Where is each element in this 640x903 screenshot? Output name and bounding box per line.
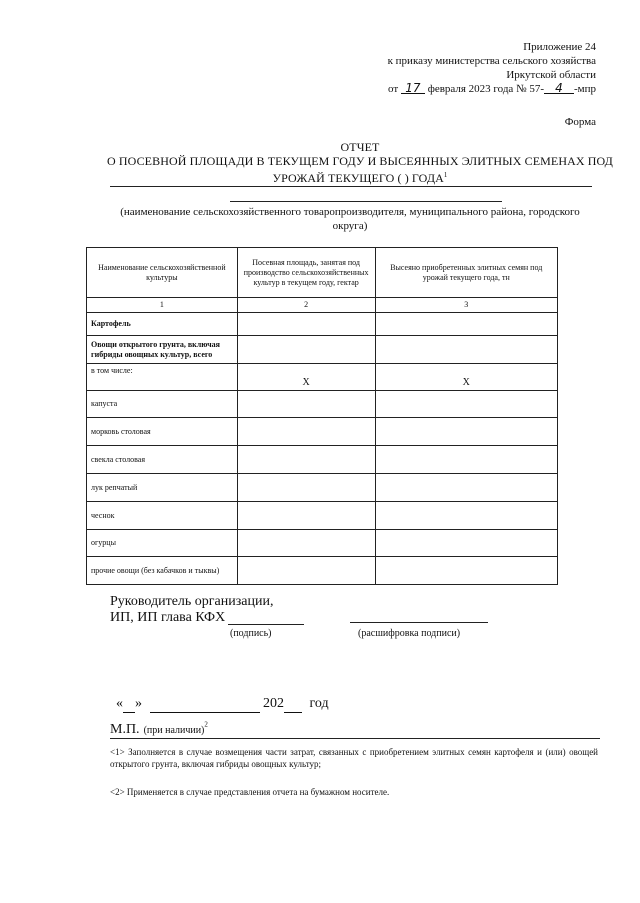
crop-name: чеснок — [87, 502, 238, 530]
seeds-cell[interactable] — [375, 418, 558, 446]
subtitle-line-1: (наименование сельскохозяйственного товаропроизводителя, муниципального района, городского — [120, 206, 580, 218]
subtitle — [100, 205, 600, 233]
table-row — [87, 557, 558, 585]
signature-line-1: Руководитель организации, — [110, 594, 274, 609]
order-day: 17 — [401, 83, 425, 94]
title-line-1: ОТЧЕТ — [340, 140, 380, 154]
open-quote: « — [116, 696, 123, 711]
seeds-cell-crossed: X — [375, 364, 558, 391]
col-number: 1 — [87, 298, 238, 313]
footnote-1: <1> Заполняется в случае возмещения части затрат, связанных с приобретением элитных семян картофеля и (или) овощей открытого грунта, включая гибриды овощных культур; — [110, 747, 598, 769]
column-number-row — [87, 298, 558, 313]
day-field[interactable] — [123, 696, 135, 713]
seeds-cell[interactable] — [375, 502, 558, 530]
date-line — [116, 696, 416, 713]
crop-name: Овощи открытого грунта, включая гибриды овощных культур, всего — [87, 336, 238, 364]
appendix-header — [300, 40, 596, 96]
area-cell[interactable] — [237, 313, 375, 336]
signature-field[interactable] — [228, 624, 304, 625]
stamp-note: (при наличии) — [143, 725, 205, 736]
table-row — [87, 313, 558, 336]
signature-decode-field[interactable] — [350, 622, 488, 623]
fill-line-1 — [110, 186, 592, 187]
signature-line-2: ИП, ИП глава КФХ — [110, 610, 226, 625]
crop-name: огурцы — [87, 530, 238, 557]
area-cell[interactable] — [237, 530, 375, 557]
seeds-cell[interactable] — [375, 557, 558, 585]
area-cell[interactable] — [237, 474, 375, 502]
report-table — [86, 247, 558, 585]
stamp-footnote-mark: 2 — [204, 720, 208, 729]
area-cell[interactable] — [237, 557, 375, 585]
crop-name: морковь столовая — [87, 418, 238, 446]
title-footnote-mark: 1 — [443, 171, 448, 179]
stamp-label: М.П. — [110, 722, 140, 737]
year-prefix: 202 — [263, 696, 284, 711]
fill-line-2 — [230, 201, 502, 202]
order-number: 4 — [544, 83, 574, 94]
seeds-cell[interactable] — [375, 474, 558, 502]
table-row — [87, 364, 558, 391]
year-field[interactable] — [284, 696, 302, 713]
table-row — [87, 502, 558, 530]
signature-caption: (подпись) — [230, 628, 272, 639]
area-cell[interactable] — [237, 502, 375, 530]
appendix-line-1: Приложение 24 — [523, 41, 596, 53]
table-row — [87, 418, 558, 446]
header-crop: Наименование сельскохозяйственной культуры — [87, 248, 238, 298]
table-header-row — [87, 248, 558, 298]
area-cell[interactable] — [237, 391, 375, 418]
stamp-line — [110, 720, 600, 739]
col-number: 2 — [237, 298, 375, 313]
table-row — [87, 391, 558, 418]
form-label: Форма — [564, 116, 596, 128]
seeds-cell[interactable] — [375, 530, 558, 557]
appendix-line-2: к приказу министерства сельского хозяйства — [387, 55, 596, 67]
crop-name: прочие овощи (без кабачков и тыквы) — [87, 557, 238, 585]
order-suffix: -мпр — [573, 83, 596, 95]
crop-name: свекла столовая — [87, 446, 238, 474]
seeds-cell[interactable] — [375, 446, 558, 474]
subtitle-line-2: округа) — [332, 220, 368, 232]
col-number: 3 — [375, 298, 558, 313]
table-row — [87, 474, 558, 502]
crop-name: в том числе: — [87, 364, 238, 391]
seeds-cell[interactable] — [375, 336, 558, 364]
area-cell[interactable] — [237, 446, 375, 474]
area-cell-crossed: X — [237, 364, 375, 391]
seeds-cell[interactable] — [375, 313, 558, 336]
year-word: год — [309, 696, 329, 711]
table-row — [87, 530, 558, 557]
header-seeds: Высеяно приобретенных элитных семян под урожай текущего года, тн — [375, 248, 558, 298]
title-line-2: О ПОСЕВНОЙ ПЛОЩАДИ В ТЕКУЩЕМ ГОДУ И ВЫСЕЯННЫХ ЭЛИТНЫХ СЕМЕНАХ ПОД — [107, 154, 613, 168]
month-field[interactable] — [150, 696, 260, 713]
title-line-3: УРОЖАЙ ТЕКУЩЕГО ( ) ГОДА$^1$ — [272, 171, 448, 185]
table-row — [87, 336, 558, 364]
area-cell[interactable] — [237, 418, 375, 446]
order-date-middle: февраля 2023 года № 57- — [427, 83, 544, 95]
close-quote: » — [135, 696, 142, 711]
footnote-2: <2> Применяется в случае представления отчета на бумажном носителе. — [110, 787, 390, 797]
decode-caption: (расшифровка подписи) — [358, 628, 461, 639]
seeds-cell[interactable] — [375, 391, 558, 418]
crop-name: лук репчатый — [87, 474, 238, 502]
appendix-line-4 — [300, 82, 596, 96]
table-row — [87, 446, 558, 474]
report-title — [100, 140, 620, 185]
header-area: Посевная площадь, занятая под производство сельскохозяйственных культур в текущем году, гектар — [237, 248, 375, 298]
crop-name: капуста — [87, 391, 238, 418]
order-date-prefix: от — [388, 83, 399, 95]
crop-name: Картофель — [87, 313, 238, 336]
appendix-line-3: Иркутской области — [506, 69, 596, 81]
area-cell[interactable] — [237, 336, 375, 364]
